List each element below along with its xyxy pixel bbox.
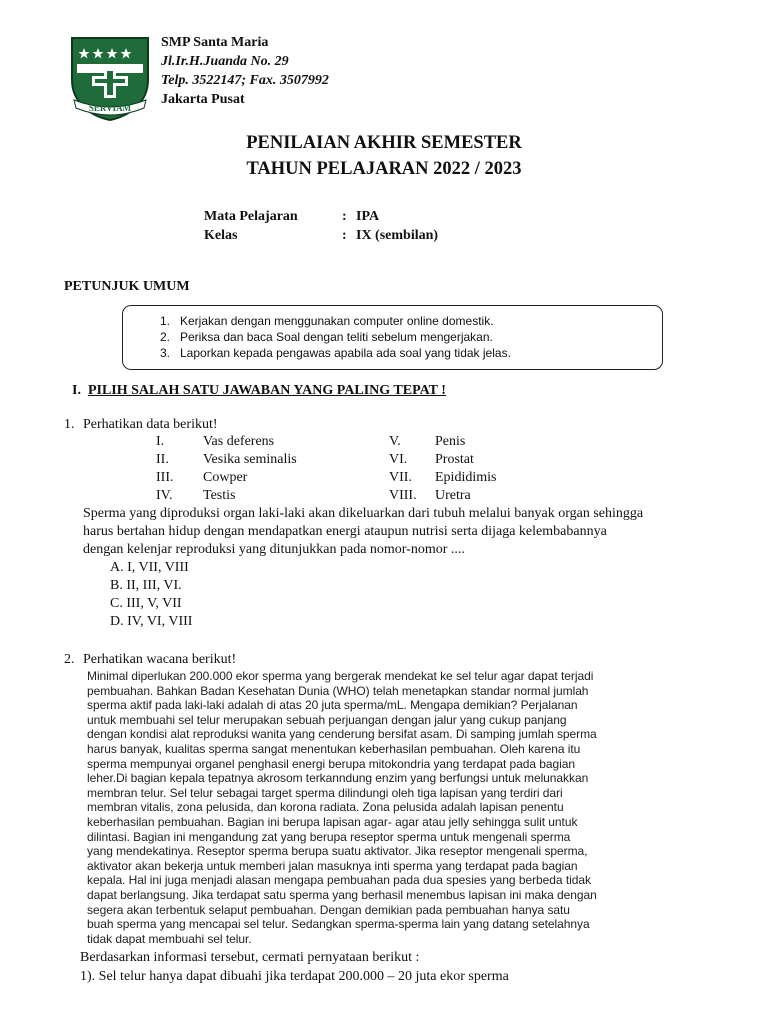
answer-option-a[interactable]: A. I, VII, VIII bbox=[110, 560, 189, 575]
subject-label: Mata Pelajaran bbox=[204, 209, 298, 224]
organ-num: IV. bbox=[156, 488, 173, 503]
part1-title: PILIH SALAH SATU JAWABAN YANG PALING TEPAT ! bbox=[87, 383, 446, 398]
school-phone: Telp. 3522147; Fax. 3507992 bbox=[161, 73, 329, 88]
question-2-statement-1: 1). Sel telur hanya dapat dibuahi jika terdapat 200.000 – 20 juta ekor sperma bbox=[80, 969, 509, 984]
organ-num: VI. bbox=[389, 452, 408, 467]
passage-line: sperma aktif pada laki-laki adalah di atas 20 juta sperma/mL. Mengapa demikian? Perjalanan bbox=[87, 698, 578, 713]
answer-option-d[interactable]: D. IV, VI, VIII bbox=[110, 614, 193, 629]
instruction-number: 3. bbox=[160, 346, 171, 360]
answer-option-c[interactable]: C. III, V, VII bbox=[110, 596, 182, 611]
instruction-text: Periksa dan baca Soal dengan teliti sebelum mengerjakan. bbox=[180, 330, 493, 344]
organ-num: V. bbox=[389, 434, 401, 449]
organ-num: III. bbox=[156, 470, 174, 485]
question-1-stem bbox=[83, 505, 643, 559]
passage-line: tidak dapat membuahi sel telur. bbox=[87, 931, 252, 946]
question-2-followup: Berdasarkan informasi tersebut, cermati pernyataan berikut : bbox=[80, 950, 420, 965]
passage-line: dapat berlangsung. Jika terdapat satu sperma yang berhasil menembus lapisan ini maka dengan bbox=[87, 887, 597, 902]
question-1-prompt: Perhatikan data berikut! bbox=[83, 417, 218, 432]
question-1-number: 1. bbox=[64, 417, 75, 432]
part1-heading bbox=[72, 383, 446, 399]
school-name: SMP Santa Maria bbox=[161, 35, 269, 50]
subject-colon: : bbox=[342, 209, 347, 224]
question-2-prompt: Perhatikan wacana berikut! bbox=[83, 652, 237, 667]
passage-line: aktivator akan bekerja untuk memberi jalan masuknya inti sperma yang terdapat pada bagian bbox=[87, 858, 578, 873]
part1-number: I. bbox=[72, 383, 81, 398]
passage-line: sperma mempunyai organel penghasil energi berupa mitokondria yang terdapat pada bagian bbox=[87, 756, 576, 771]
svg-text:SERVIAM: SERVIAM bbox=[88, 103, 132, 113]
passage-line: harus banyak, kualitas sperma sangat menentukan keberhasilan pembuahan. Oleh karena itu bbox=[87, 741, 581, 756]
stem-line: dengan kelenjar reproduksi yang ditunjukkan pada nomor-nomor .... bbox=[83, 542, 465, 557]
school-info-block bbox=[161, 33, 329, 109]
general-instructions-heading: PETUNJUK UMUM bbox=[64, 279, 190, 294]
passage-line: yang mendekatinya. Reseptor sperma berupa suatu aktivator. Jika reseptor mengenali sperma, bbox=[87, 844, 588, 859]
organ-num: VIII. bbox=[389, 488, 417, 503]
passage-line: keberhasilan pembuahan. Bagian ini berupa lapisan agar- agar atau jelly sehingga sulit untuk bbox=[87, 814, 578, 829]
passage-line: dilintasi. Bagian ini mengandung zat yang berupa reseptor sperma untuk mengenali sperma bbox=[87, 829, 571, 844]
instruction-text: Kerjakan dengan menggunakan computer online domestik. bbox=[180, 314, 494, 328]
organ-name: Vesika seminalis bbox=[203, 452, 297, 467]
stem-line: harus bertahan hidup dengan mendapatkan energi ataupun nutrisi serta dijaga kelembabannya bbox=[83, 524, 607, 539]
instruction-item bbox=[160, 314, 494, 328]
class-value: IX (sembilan) bbox=[356, 228, 439, 243]
question-2-number: 2. bbox=[64, 652, 75, 667]
class-colon: : bbox=[342, 228, 347, 243]
answer-option-b[interactable]: B. II, III, VI. bbox=[110, 578, 182, 593]
passage-line: dengan kondisi alat reproduksi wanita yang cenderung bersifat asam. Di samping jumlah sperma bbox=[87, 727, 597, 742]
school-address: Jl.Ir.H.Juanda No. 29 bbox=[161, 54, 289, 69]
class-row bbox=[204, 228, 438, 244]
organ-num: VII. bbox=[389, 470, 412, 485]
organ-name: Prostat bbox=[435, 452, 474, 467]
subject-row bbox=[204, 209, 379, 225]
organ-name: Cowper bbox=[203, 470, 248, 485]
instruction-number: 2. bbox=[160, 330, 171, 344]
passage-line: untuk membuahi sel telur merupakan sebuah perjuangan dengan jalur yang cukup panjang bbox=[87, 712, 567, 727]
instruction-number: 1. bbox=[160, 314, 171, 328]
organ-name: Penis bbox=[435, 434, 466, 449]
passage-line: membran telur. Sel telur sebagai target sperma dilindungi oleh tiga lapisan yang terdiri dari bbox=[87, 785, 563, 800]
passage-line: kepala. Hal ini juga menjadi alasan mengapa pembuahan pada dua spesies yang berbeda tidak bbox=[87, 873, 591, 888]
organ-name: Uretra bbox=[435, 488, 471, 503]
passage-line: segera akan terbentuk selaput pembuahan. Dengan demikian pada pembuahan hanya satu bbox=[87, 902, 570, 917]
passage-line: Minimal diperlukan 200.000 ekor sperma yang bergerak mendekat ke sel telur agar dapat terjadi bbox=[87, 669, 594, 683]
subject-value: IPA bbox=[356, 209, 380, 224]
organ-num: I. bbox=[156, 434, 165, 449]
passage-line: leher.Di bagian kepala tepatnya akrosom terkanndung enzim yang berfungsi untuk melunakkan bbox=[87, 771, 589, 786]
organ-name: Epididimis bbox=[435, 470, 497, 485]
passage-line: pembuahan. Bahkan Badan Kesehatan Dunia (WHO) telah menetapkan standar normal jumlah bbox=[87, 683, 589, 698]
organ-name: Vas deferens bbox=[203, 434, 275, 449]
instruction-text: Laporkan kepada pengawas apabila ada soal yang tidak jelas. bbox=[180, 346, 511, 360]
question-1-options bbox=[110, 559, 192, 631]
exam-title-line2: TAHUN PELAJARAN 2022 / 2023 bbox=[246, 159, 522, 179]
instruction-item bbox=[160, 330, 493, 344]
school-crest-logo bbox=[68, 34, 152, 122]
passage-line: buah sperma yang mencapai sel telur. Sedangkan sperma-sperma lain yang datang setelahnya bbox=[87, 917, 590, 932]
exam-title-line1: PENILAIAN AKHIR SEMESTER bbox=[246, 133, 522, 153]
stem-line: Sperma yang diproduksi organ laki-laki akan dikeluarkan dari tubuh melalui banyak organ sehingga bbox=[83, 506, 644, 521]
question-2-passage bbox=[87, 669, 657, 946]
passage-line: membran vitalis, zona pelusida, dan korona radiata. Zona pelusida adalah lapisan penentu bbox=[87, 800, 564, 815]
instruction-item bbox=[160, 346, 511, 360]
organ-num: II. bbox=[156, 452, 169, 467]
class-label: Kelas bbox=[204, 228, 238, 243]
organ-name: Testis bbox=[203, 488, 236, 503]
school-city: Jakarta Pusat bbox=[161, 92, 245, 107]
